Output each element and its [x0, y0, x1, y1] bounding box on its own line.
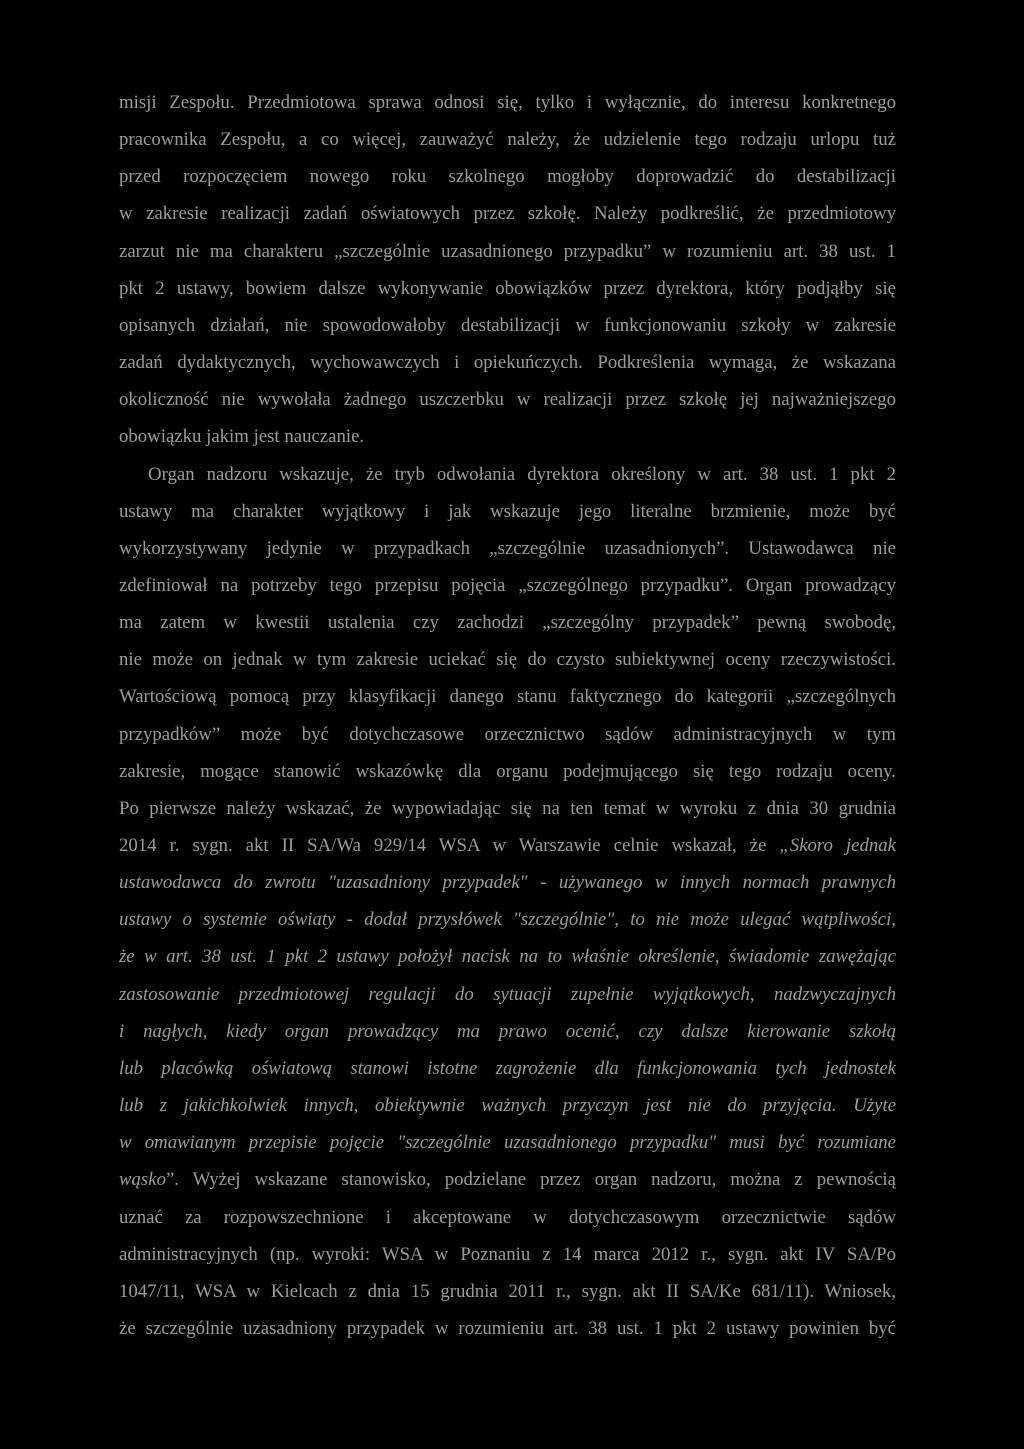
text-line: [119, 794, 896, 824]
text-line: [119, 385, 896, 415]
text-line: [119, 868, 896, 898]
text-line: [119, 1017, 896, 1047]
text-segment: 2014 r. sygn. akt II SA/Wa 929/14 WSA w Warszawie celnie wskazał, że: [119, 835, 780, 856]
text-line: [119, 199, 896, 229]
text-segment: nie może on jednak w tym zakresie uciekać się do czysto subiektywnej oceny rzeczywistości.: [119, 649, 896, 671]
text-line: [119, 1240, 896, 1270]
text-line: [119, 1277, 896, 1307]
text-segment: pkt 2 ustawy, bowiem dalsze wykonywanie obowiązków przez dyrektora, który podjąłby się: [119, 277, 896, 299]
text-segment: administracyjnych (np. wyroki: WSA w Poznaniu z 14 marca 2012 r., sygn. akt IV SA/Po: [119, 1243, 896, 1265]
italic-text-segment: że w art. 38 ust. 1 pkt 2 ustawy położył nacisk na to właśnie określenie, świadomie zawężając: [119, 946, 896, 968]
text-line: [119, 1128, 896, 1158]
text-segment: Organ nadzoru wskazuje, że tryb odwołania dyrektora określony w art. 38 ust. 1 pkt 2: [148, 463, 896, 485]
italic-text-segment: lub z jakichkolwiek innych, obiektywnie ważnych przyczyn jest nie do przyjęcia. Użyte: [119, 1095, 896, 1116]
text-segment: ”. Wyżej wskazane stanowisko, podzielane przez organ nadzoru, można z pewnością: [165, 1169, 896, 1191]
text-line: [119, 1165, 896, 1195]
text-line: [119, 608, 896, 638]
italic-text-segment: i nagłych, kiedy organ prowadzący ma prawo ocenić, czy dalsze kierowanie szkołą: [119, 1020, 896, 1042]
text-line: [119, 682, 896, 712]
italic-text-segment: ustawodawca do zwrotu "uzasadniony przypadek" - używanego w innych normach prawnych: [119, 872, 896, 894]
italic-text-segment: lub placówką oświatową stanowi istotne zagrożenie dla funkcjonowania tych jednostek: [119, 1057, 896, 1079]
text-segment: wykorzystywany jedynie w przypadkach „szczególnie uzasadnionych”. Ustawodawca nie: [119, 537, 896, 559]
text-line: [119, 1203, 896, 1233]
text-segment: 1047/11, WSA w Kielcach z dnia 15 grudnia 2011 r., sygn. akt II SA/Ke 681/11). Wniosek,: [119, 1280, 896, 1302]
text-line: [119, 311, 896, 341]
italic-text-segment: „Skoro jednak: [779, 835, 896, 856]
text-segment: przed rozpoczęciem nowego roku szkolnego mogłoby doprowadzić do destabilizacji: [119, 166, 896, 188]
text-segment: pracownika Zespołu, a co więcej, zauważyć należy, że udzielenie tego rodzaju urlopu tuż: [119, 129, 896, 151]
text-segment: opisanych działań, nie spowodowałoby destabilizacji w funkcjonowaniu szkoły w zakresie: [119, 314, 896, 336]
text-line: [119, 571, 896, 601]
text-line: [119, 534, 896, 564]
text-segment: zakresie, mogące stanowić wskazówkę dla organu podejmującego się tego rodzaju oceny.: [119, 760, 896, 782]
text-segment: Wartościową pomocą przy klasyfikacji danego stanu faktycznego do kategorii „szczególnych: [119, 686, 896, 708]
text-line: [119, 942, 896, 972]
text-segment: okoliczność nie wywołała żadnego uszczerbku w realizacji przez szkołę jej najważniejszego: [119, 389, 896, 411]
italic-text-segment: w omawianym przepisie pojęcie "szczególnie uzasadnionego przypadku" musi być rozumiane: [119, 1132, 896, 1154]
text-line: [119, 274, 896, 304]
text-line: [119, 720, 896, 750]
text-line: [119, 645, 896, 675]
text-segment: zarzut nie ma charakteru „szczególnie uzasadnionego przypadku” w rozumieniu art. 38 ust. 1: [119, 240, 896, 262]
text-line: [119, 88, 896, 118]
italic-text-segment: zastosowanie przedmiotowej regulacji do sytuacji zupełnie wyjątkowych, nadzwyczajnych: [119, 983, 896, 1005]
italic-text-segment: ustawy o systemie oświaty - dodał przysłówek "szczególnie", to nie może ulegać wątpliwości,: [119, 909, 896, 931]
text-line: [119, 162, 896, 192]
text-line: [119, 831, 896, 861]
text-segment: zdefiniował na potrzeby tego przepisu pojęcia „szczególnego przypadku”. Organ prowadzący: [119, 575, 896, 596]
text-segment: ustawy ma charakter wyjątkowy i jak wskazuje jego literalne brzmienie, może być: [119, 500, 896, 522]
text-line: [119, 125, 896, 155]
text-line: [119, 348, 896, 378]
text-line: [119, 905, 896, 935]
text-line: [148, 460, 896, 490]
text-segment: przypadków” może być dotychczasowe orzecznictwo sądów administracyjnych w tym: [119, 723, 896, 745]
text-segment: uznać za rozpowszechnione i akceptowane w dotychczasowym orzecznictwie sądów: [119, 1206, 896, 1228]
text-segment: Po pierwsze należy wskazać, że wypowiadając się na ten temat w wyroku z dnia 30 grudnia: [119, 797, 896, 819]
text-line: [119, 422, 896, 452]
text-line: [119, 1054, 896, 1084]
text-segment: w zakresie realizacji zadań oświatowych przez szkołę. Należy podkreślić, że przedmiotowy: [119, 203, 896, 225]
text-segment: obowiązku jakim jest nauczanie.: [119, 426, 365, 448]
text-segment: że szczególnie uzasadniony przypadek w rozumieniu art. 38 ust. 1 pkt 2 ustawy powinien być: [119, 1318, 896, 1339]
text-segment: misji Zespołu. Przedmiotowa sprawa odnosi się, tylko i wyłącznie, do interesu konkretnego: [119, 92, 896, 113]
text-line: [119, 980, 896, 1010]
text-segment: ma zatem w kwestii ustalenia czy zachodzi „szczególny przypadek” pewną swobodę,: [119, 612, 896, 634]
text-line: [119, 757, 896, 787]
text-segment: zadań dydaktycznych, wychowawczych i opiekuńczych. Podkreślenia wymaga, że wskazana: [119, 352, 896, 374]
text-line: [119, 497, 896, 527]
text-line: [119, 1091, 896, 1121]
text-line: [119, 237, 896, 267]
text-line: [119, 1314, 896, 1344]
italic-text-segment: wąsko: [119, 1169, 166, 1191]
